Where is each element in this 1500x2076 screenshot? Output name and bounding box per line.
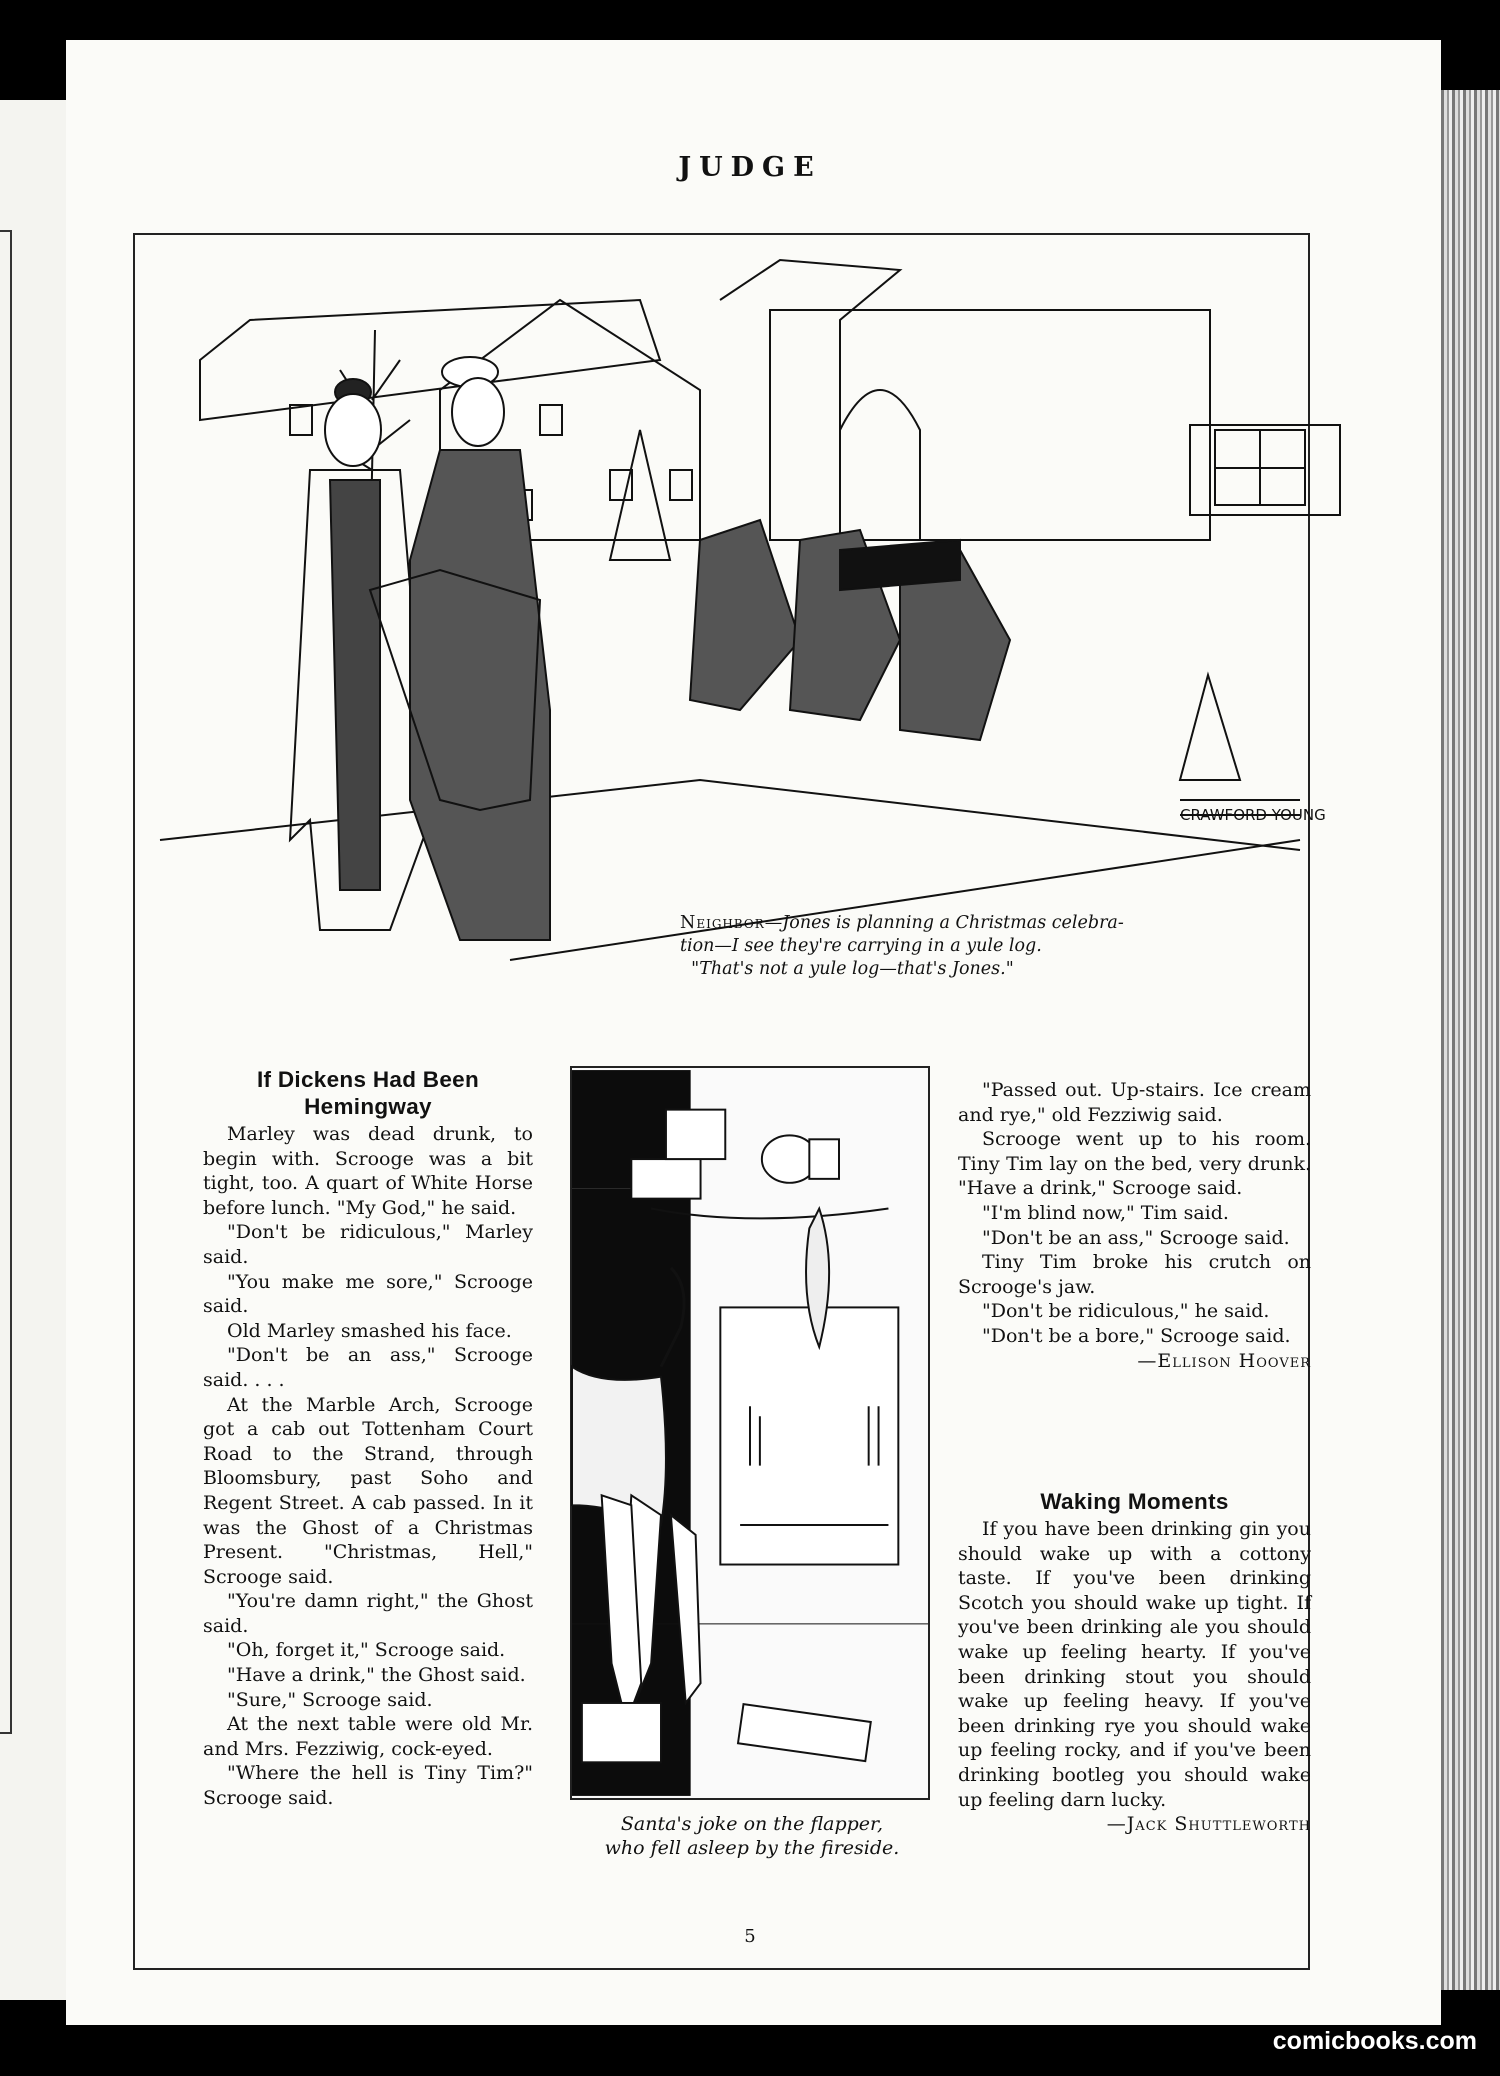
paragraph: "I'm blind now," Tim said. — [982, 1201, 1229, 1224]
book-page-edges — [1441, 90, 1500, 1990]
caption-line-3: "That's not a yule log—that's Jones." — [691, 959, 1014, 979]
paragraph: Marley was dead drunk, to begin with. Scrooge was a bit tight, too. A quart of White Horse before lunch. "My God," he said. — [203, 1123, 533, 1219]
paragraph: "Have a drink," the Ghost said. — [227, 1664, 526, 1687]
paragraph: At the next table were old Mr. and Mrs. Fezziwig, cock-eyed. — [203, 1713, 533, 1760]
facing-page-edge — [0, 100, 68, 2000]
caption-line-2: tion—I see they're carrying in a yule log. — [680, 936, 1042, 956]
cartoon-yule-log — [140, 240, 1326, 1000]
caption-speaker: Neighbor — [680, 913, 765, 933]
article-dickens-col-2 — [958, 1078, 1311, 1373]
page-number: 5 — [744, 1926, 756, 1947]
article-title-dickens: If Dickens Had Been Hemingway — [256, 1067, 480, 1119]
cartoon-caption — [680, 912, 1280, 981]
illustration-caption-line-2: who fell asleep by the fireside. — [604, 1837, 900, 1859]
paragraph: "Don't be ridiculous," Marley said. — [203, 1221, 533, 1268]
paragraph: "Don't be ridiculous," he said. — [982, 1300, 1270, 1323]
illustration-flapper — [570, 1066, 930, 1800]
article-waking-moments — [958, 1488, 1311, 1837]
caption-line-1: —Jones is planning a Christmas celebra- — [764, 913, 1124, 933]
paragraph: If you have been drinking gin you should wake up with a cottony taste. If you've been drinking Scotch you should wake up tight. If you've been drinking ale you should wake up feeling hearty. If you've been drinking stout you should wake up feeling heavy. If you've been drinking rye you should wake up feeling rocky, and if you've been drinking bootleg you should wake up feeling darn lucky. — [958, 1518, 1311, 1811]
paragraph: Scrooge went up to his room. Tiny Tim lay on the bed, very drunk. "Have a drink," Scrooge said. — [958, 1128, 1311, 1200]
paragraph: "Don't be a bore," Scrooge said. — [982, 1324, 1291, 1347]
paragraph: At the Marble Arch, Scrooge got a cab out Tottenham Court Road to the Strand, through Bloomsbury, past Soho and Regent Street. A cab passed. In it was the Ghost of a Christmas Present. "Christmas, Hell," Scrooge said. — [203, 1393, 533, 1588]
paragraph: Old Marley smashed his face. — [227, 1319, 512, 1342]
paragraph: "Don't be an ass," Scrooge said. — [982, 1226, 1290, 1249]
article-author-hoover: —Ellison Hoover — [1137, 1349, 1311, 1372]
paragraph: "You're damn right," the Ghost said. — [203, 1590, 533, 1637]
watermark: comicbooks.com — [1272, 2027, 1477, 2055]
illustration-caption-line-1: Santa's joke on the flapper, — [620, 1813, 884, 1835]
paragraph: "Passed out. Up-stairs. Ice cream and rye," old Fezziwig said. — [958, 1079, 1311, 1126]
article-author-shuttleworth: —Jack Shuttleworth — [1106, 1813, 1311, 1836]
masthead: JUDGE — [678, 152, 822, 183]
paragraph: "Oh, forget it," Scrooge said. — [227, 1639, 506, 1662]
article-dickens-col-1 — [203, 1066, 533, 1811]
illustration-caption — [562, 1812, 942, 1860]
paragraph: Tiny Tim broke his crutch on Scrooge's jaw. — [958, 1251, 1311, 1298]
paragraph: "Where the hell is Tiny Tim?" Scrooge said. — [203, 1762, 533, 1810]
paragraph: "Don't be an ass," Scrooge said. . . . — [203, 1344, 533, 1391]
paragraph: "You make me sore," Scrooge said. — [203, 1270, 533, 1318]
cartoon-signature: CRAWFORD YOUNG — [1180, 806, 1326, 824]
article-title-waking: Waking Moments — [1040, 1489, 1229, 1514]
paragraph: "Sure," Scrooge said. — [227, 1688, 433, 1711]
